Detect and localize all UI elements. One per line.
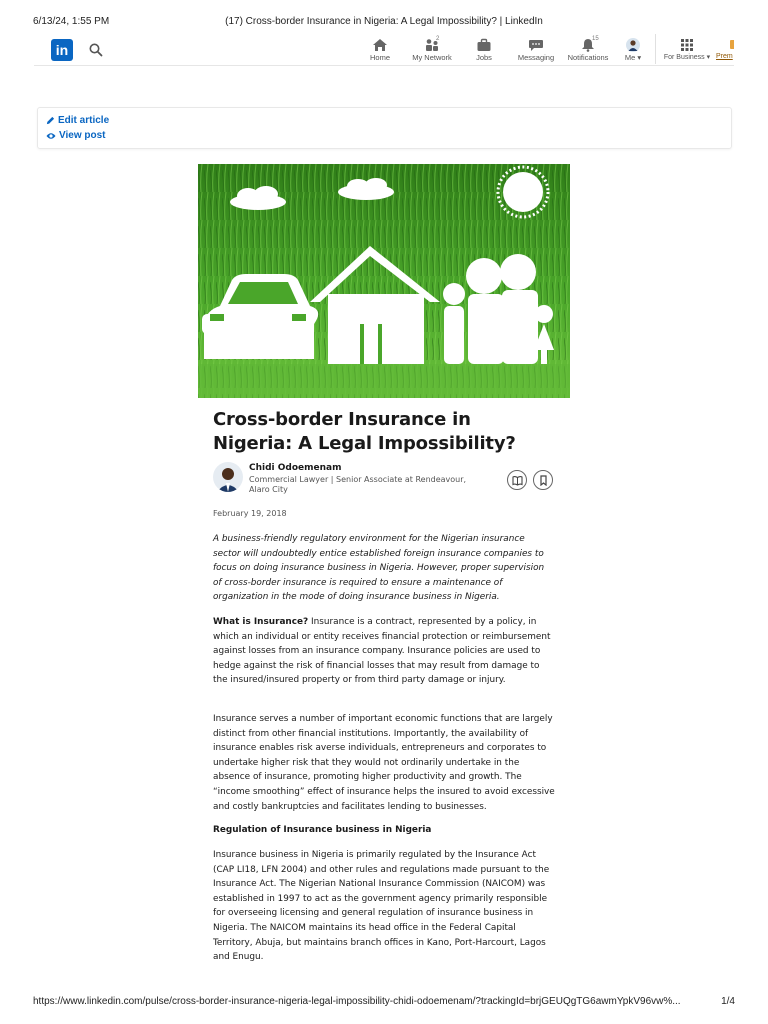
print-tab-title: (17) Cross-border Insurance in Nigeria: A Legal Impossibility? | LinkedIn — [225, 16, 543, 27]
article-paragraph-3: Insurance business in Nigeria is primarily regulated by the Insurance Act (CAP LI18, LFN 2004) and other rules and regulations made pursuant to the Insurance Act. The Nigerian National Insurance Commission (NAICOM) was established in 1997 to act as the government agency primarily responsible for overseeing licensing and general regulation of insurance business in Nigeria. The NAICOM maintains its head office in the Federal Capital Territory, Abuja, but maintains branch offices in Kano, Port-Harcourt, Lagos and Enugu. — [213, 850, 550, 963]
nav-my-network-label: My Network — [412, 53, 452, 62]
edit-article-label: Edit article — [58, 115, 110, 126]
nav-for-business-label: For Business — [663, 54, 705, 61]
nav-messaging[interactable] — [510, 36, 562, 66]
view-post-link[interactable] — [46, 130, 106, 141]
messaging-icon — [528, 38, 544, 52]
nav-notifications[interactable] — [562, 36, 614, 66]
nav-premium-label: Prem — [716, 53, 733, 60]
notifications-badge: 15 — [592, 36, 599, 42]
article-actions-box — [37, 107, 732, 149]
article-paragraph-2: Insurance serves a number of important economic functions that are largely distinct from other financial institutions. Importantly, the availability of insurance enables risk averse individuals, entrepreneurs and corporates to undertake higher risk that they would not ordinarily undertake in the absence of insurance, promoting higher productivity and growth. The “income smoothing” effect of insurance helps the insured to avoid excessive and costly bankruptcies and facilitates lending to businesses. — [213, 714, 555, 812]
article-cover-image — [198, 164, 570, 398]
author-headline: Commercial Lawyer | Senior Associate at Rendeavour, Alaro City — [249, 475, 467, 494]
print-header — [0, 16, 768, 30]
article-intro: A business-friendly regulatory environment for the Nigerian insurance sector will undoubtedly entice established foreign insurance companies to focus on doing insurance business in Nigeria. However, proper supervision of cross-border insurance is required to ensure a maintenance of organization in the mode of doing insurance business in Nigeria. — [213, 534, 545, 603]
nav-premium[interactable] — [716, 36, 734, 66]
author-block — [213, 462, 555, 498]
paragraph-lead: What is Insurance? — [213, 617, 309, 627]
network-badge: 2 — [436, 36, 440, 42]
pencil-icon — [46, 116, 55, 125]
author-avatar[interactable] — [213, 462, 243, 492]
author-name[interactable]: Chidi Odoemenam — [249, 463, 342, 473]
caret-down-icon: ▾ — [635, 53, 642, 62]
nav-messaging-label: Messaging — [517, 53, 555, 62]
print-url: https://www.linkedin.com/pulse/cross-border-insurance-nigeria-legal-impossibility-chidi-odoemenam/?trackingId=brjGEUQgTG6awmYpkV96vw%... — [33, 996, 681, 1007]
print-footer — [0, 996, 768, 1010]
section-heading: Regulation of Insurance business in Nigeria — [213, 825, 432, 835]
search-icon[interactable] — [88, 42, 104, 58]
article-title: Cross-border Insurance in Nigeria: A Legal Impossibility? — [213, 409, 516, 454]
caret-down-icon: ▾ — [704, 54, 711, 61]
book-icon — [512, 475, 523, 486]
view-post-label: View post — [59, 130, 106, 141]
home-icon — [372, 38, 388, 52]
print-page-number: 1/4 — [721, 996, 735, 1007]
premium-icon — [730, 40, 734, 49]
nav-home[interactable] — [354, 36, 406, 66]
nav-items — [354, 36, 652, 66]
nav-me[interactable] — [614, 36, 652, 66]
nav-jobs-label: Jobs — [476, 53, 492, 62]
paragraph-body: Insurance is a contract, represented by a policy, in which an individual or entity receives financial protection or reimbursement against losses from an insurance company. Insurance policies are used to hedge against the risk of financial losses that may result from damage to the insured/insured property or from third party damage or injury. — [213, 617, 551, 686]
publish-date: February 19, 2018 — [213, 509, 287, 518]
nav-jobs[interactable] — [458, 36, 510, 66]
nav-divider — [655, 34, 656, 64]
linkedin-logo[interactable]: in — [51, 39, 73, 61]
reading-mode-button[interactable] — [507, 470, 527, 490]
save-article-button[interactable] — [533, 470, 553, 490]
nav-my-network[interactable] — [406, 36, 458, 66]
nav-for-business[interactable] — [660, 36, 714, 66]
avatar-icon — [626, 38, 640, 52]
eye-icon — [46, 132, 56, 140]
jobs-icon — [476, 38, 492, 52]
nav-me-label: Me — [624, 53, 636, 62]
nav-home-label: Home — [369, 53, 390, 62]
grid-icon — [680, 38, 694, 52]
bookmark-icon — [538, 475, 549, 486]
global-nav — [34, 34, 734, 66]
article-paragraph-1 — [213, 615, 555, 688]
nav-notifications-label: Notifications — [567, 53, 609, 62]
edit-article-link[interactable] — [46, 115, 109, 126]
print-datetime: 6/13/24, 1:55 PM — [33, 16, 110, 27]
